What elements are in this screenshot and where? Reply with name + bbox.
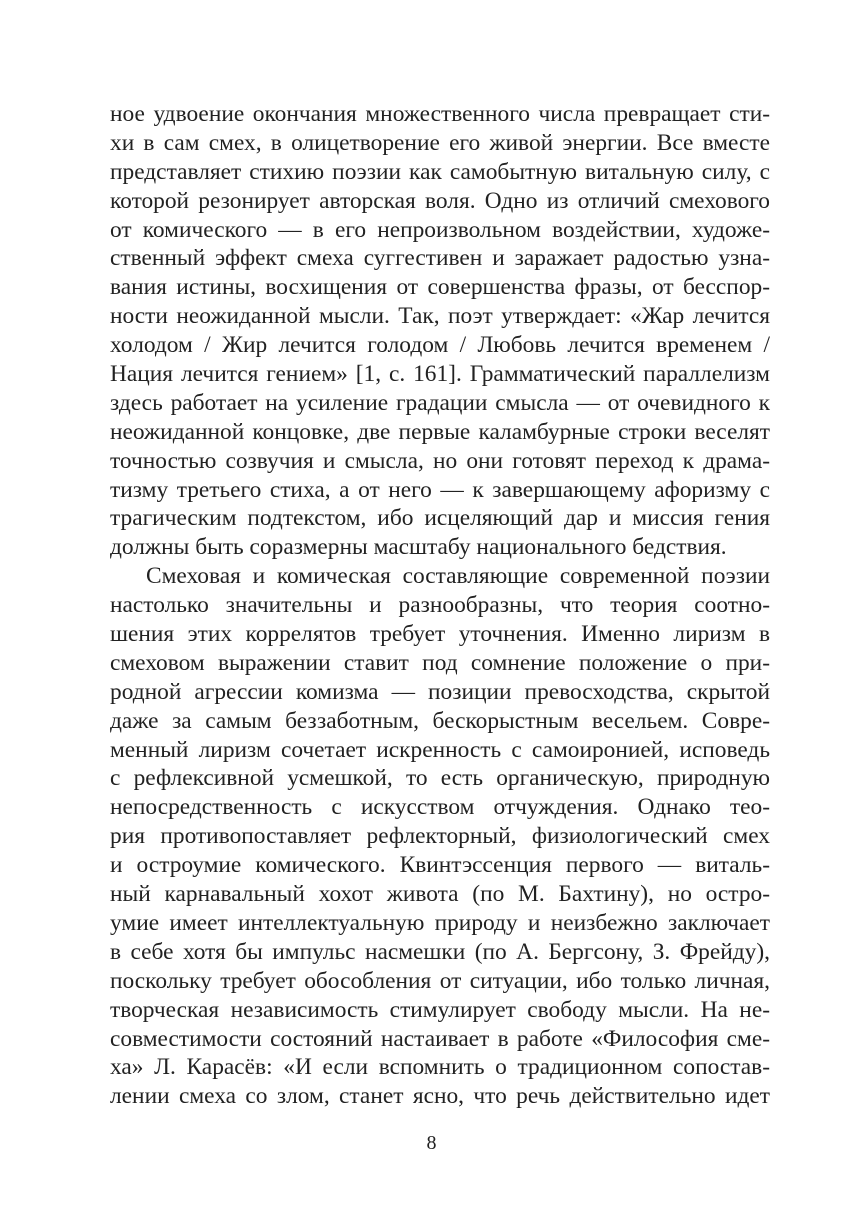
text-line: родной агрессии комизма — позиции превосходства, скрытой — [110, 678, 770, 705]
text-line: непосредственность с искусством отчуждения. Однако тео- — [110, 794, 770, 821]
text-line: настолько значительны и разнообразны, что теория соотно- — [110, 592, 770, 619]
text-line: смеховом выражении ставит под сомнение положение о при- — [110, 649, 770, 676]
text-line: вания истины, восхищения от совершенства фразы, от бесспор- — [110, 274, 770, 301]
text-line: даже за самым беззаботным, бескорыстным весельем. Совре- — [110, 707, 770, 734]
text-line: Смеховая и комическая составляющие современной поэзии — [146, 563, 770, 590]
body-text — [110, 100, 770, 1111]
text-line: ности неожиданной мысли. Так, поэт утверждает: «Жар лечится — [110, 303, 770, 330]
text-line: шения этих коррелятов требует уточнения. Именно лиризм в — [110, 621, 770, 648]
text-line: совместимости состояний настаивает в работе «Философия сме- — [110, 1025, 770, 1052]
text-line: представляет стихию поэзии как самобытную витальную силу, с — [110, 158, 770, 185]
text-line: трагическим подтекстом, ибо исцеляющий дар и миссия гения — [110, 505, 770, 532]
text-line: ственный эффект смеха суггестивен и заражает радостью узна- — [110, 245, 770, 272]
text-line: холодом / Жир лечится голодом / Любовь лечится временем / — [110, 332, 770, 359]
text-line: поскольку требует обособления от ситуации, ибо только личная, — [110, 967, 770, 994]
text-line: точностью созвучия и смысла, но они готовят переход к драма- — [110, 447, 770, 474]
paragraph-1 — [110, 100, 770, 562]
text-line: здесь работает на усиление градации смысла — от очевидного к — [110, 389, 770, 416]
text-line: ное удвоение окончания множественного числа превращает сти- — [110, 101, 770, 127]
text-line: ный карнавальный хохот живота (по М. Бахтину), но остро- — [110, 881, 770, 908]
text-line: лении смеха со злом, станет ясно, что речь действительно идет — [110, 1083, 770, 1110]
text-line: менный лиризм сочетает искренность с самоиронией, исповедь — [110, 736, 770, 763]
text-line: которой резонирует авторская воля. Одно из отличий смехового — [110, 187, 770, 214]
text-line: умие имеет интеллектуальную природу и неизбежно заключает — [110, 909, 770, 936]
text-line: и остроумие комического. Квинтэссенция первого — виталь- — [110, 852, 770, 879]
text-line: рия противопоставляет рефлекторный, физиологический смех — [110, 823, 770, 850]
text-line: тизму третьего стиха, а от него — к завершающему афоризму с — [110, 476, 770, 503]
text-line: должны быть соразмерны масштабу национального бедствия. — [110, 534, 727, 561]
text-line: хи в сам смех, в олицетворение его живой энергии. Все вместе — [110, 129, 770, 156]
text-line: ха» Л. Карасёв: «И если вспомнить о традиционном сопостав- — [110, 1054, 770, 1081]
text-line: неожиданной концовке, две первые каламбурные строки веселят — [110, 418, 770, 445]
text-line: в себе хотя бы импульс насмешки (по А. Бергсону, З. Фрейду), — [110, 938, 770, 965]
paragraph-2 — [110, 562, 770, 1111]
page-number: 8 — [426, 1132, 437, 1154]
text-line: с рефлексивной усмешкой, то есть органическую, природную — [110, 765, 770, 792]
text-line: Нация лечится гением» [1, с. 161]. Грамматический параллелизм — [110, 361, 770, 388]
text-line: от комического — в его непроизвольном воздействии, художе- — [110, 216, 770, 243]
text-line: творческая независимость стимулирует свободу мысли. На не- — [110, 996, 770, 1023]
